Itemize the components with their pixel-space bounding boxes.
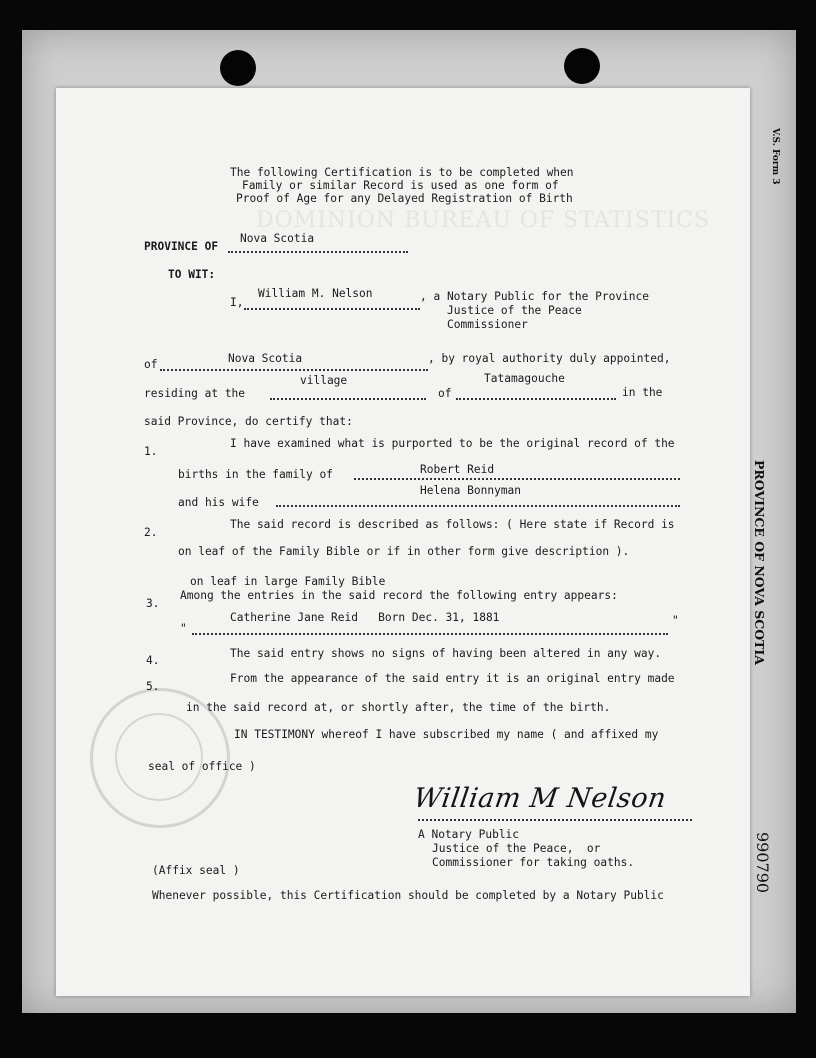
item-5-text-2: in the said record at, or shortly after, the time of the birth. bbox=[186, 701, 611, 714]
province-dotted-line bbox=[228, 251, 408, 253]
testimony-line-2: seal of office ) bbox=[148, 760, 256, 773]
side-heading: PROVINCE OF NOVA SCOTIA bbox=[752, 460, 767, 665]
of-dotted-line bbox=[160, 369, 428, 371]
testimony-line-1: IN TESTIMONY whereof I have subscribed my name ( and affixed my bbox=[234, 728, 659, 741]
births-label: births in the family of bbox=[178, 468, 333, 481]
item-1-number: 1. bbox=[144, 445, 158, 458]
residing-label: residing at the bbox=[144, 387, 246, 400]
declarant-name: William M. Nelson bbox=[258, 287, 373, 300]
residing-value-2: Tatamagouche bbox=[484, 372, 565, 385]
item-4-text: The said entry shows no signs of having been altered in any way. bbox=[230, 647, 662, 660]
entry-close-quote: " bbox=[672, 614, 679, 627]
of-value: Nova Scotia bbox=[228, 352, 303, 365]
record-description: on leaf in large Family Bible bbox=[190, 575, 386, 588]
father-dotted-line bbox=[354, 478, 680, 480]
birth-entry: Catherine Jane Reid Born Dec. 31, 1881 bbox=[230, 611, 500, 624]
declarant-role-2: Justice of the Peace bbox=[447, 304, 582, 317]
residing-of: of bbox=[438, 387, 452, 400]
residing-value-1: village bbox=[300, 374, 348, 387]
entry-dotted-line bbox=[192, 633, 668, 635]
notary-signature: William M Nelson bbox=[411, 783, 669, 814]
declarant-role-1: , a Notary Public for the Province bbox=[420, 290, 650, 303]
residing-dotted-line-1 bbox=[270, 398, 426, 400]
affix-seal: (Affix seal ) bbox=[152, 864, 240, 877]
residing-suffix: in the bbox=[622, 386, 663, 399]
province-label: PROVINCE OF bbox=[144, 240, 219, 253]
signer-role-3: Commissioner for taking oaths. bbox=[432, 856, 635, 869]
form-code: V.S. Form 3 bbox=[770, 128, 780, 185]
certificate-page bbox=[56, 88, 750, 996]
declarant-dotted-line bbox=[244, 308, 420, 310]
father-name: Robert Reid bbox=[420, 463, 495, 476]
item-1-text: I have examined what is purported to be the original record of the bbox=[230, 437, 675, 450]
signer-role-2: Justice of the Peace, or bbox=[432, 842, 601, 855]
declarant-prefix: I, bbox=[230, 296, 244, 309]
item-5-number: 5. bbox=[146, 680, 160, 693]
footer-note: Whenever possible, this Certification should be completed by a Notary Public bbox=[152, 889, 664, 902]
province-value: Nova Scotia bbox=[240, 232, 315, 245]
item-4-number: 4. bbox=[146, 654, 160, 667]
entry-open-quote: " bbox=[180, 622, 187, 635]
item-2-number: 2. bbox=[144, 526, 158, 539]
mother-name: Helena Bonnyman bbox=[420, 484, 522, 497]
signature-dotted-line bbox=[418, 819, 692, 821]
item-3-text: Among the entries in the said record the following entry appears: bbox=[180, 589, 618, 602]
item-2-text-2: on leaf of the Family Bible or if in other form give description ). bbox=[178, 545, 630, 558]
item-2-text-1: The said record is described as follows: ( Here state if Record is bbox=[230, 518, 675, 531]
residing-dotted-line-2 bbox=[456, 398, 616, 400]
header-line-3: Proof of Age for any Delayed Registration of Birth bbox=[236, 192, 573, 205]
punch-hole-left bbox=[220, 50, 256, 86]
header-line-2: Family or similar Record is used as one form of bbox=[242, 179, 559, 192]
wife-label: and his wife bbox=[178, 496, 259, 509]
signer-role-1: A Notary Public bbox=[418, 828, 520, 841]
declarant-role-3: Commissioner bbox=[447, 318, 528, 331]
item-3-number: 3. bbox=[146, 597, 160, 610]
mother-dotted-line bbox=[276, 505, 680, 507]
punch-hole-right bbox=[564, 48, 600, 84]
header-line-1: The following Certification is to be completed when bbox=[230, 166, 574, 179]
margin-number: 990790 bbox=[753, 832, 772, 894]
bleed-through-text: DOMINION BUREAU OF STATISTICS bbox=[256, 208, 711, 233]
item-5-text-1: From the appearance of the said entry it is an original entry made bbox=[230, 672, 675, 685]
said-province: said Province, do certify that: bbox=[144, 415, 353, 428]
of-suffix: , by royal authority duly appointed, bbox=[428, 352, 671, 365]
of-label: of bbox=[144, 358, 158, 371]
to-wit: TO WIT: bbox=[168, 268, 216, 281]
